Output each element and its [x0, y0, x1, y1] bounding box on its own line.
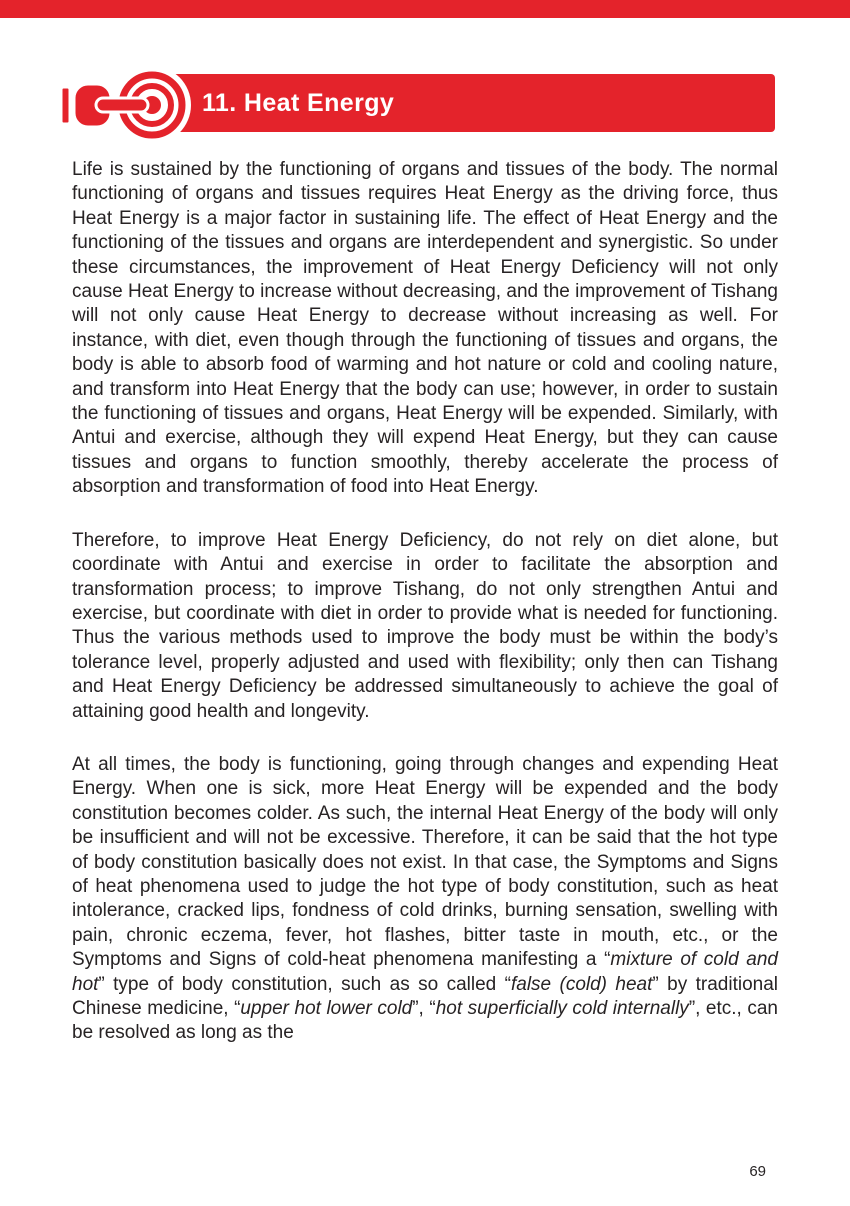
paragraph-3: At all times, the body is functioning, going through changes and expending Heat Energy. When one is sick, more Heat Energy will be expended and the body constitution becomes colder. As such, the internal Heat Energy of the body will only be insufficient and will not be excessive. Therefore, it can be said that the hot type of body constitution basically does not exist. In that case, the Symptoms and Signs of heat phenomena used to judge the hot type of body constitution, such as heat intolerance, cracked lips, fondness of cold drinks, burning sensation, swelling with pain, chronic eczema, fever, hot flashes, bitter taste in mouth, etc., or the Symptoms and Signs of cold-heat phenomena manifesting a “mixture of cold and hot” type of body constitution, such as so called “false (cold) heat” by traditional Chinese medicine, “upper hot lower cold”, “hot superficially cold internally”, etc., can be resolved as long as the — [72, 753, 778, 1044]
paragraph-1: Life is sustained by the functioning of organs and tissues of the body. The normal functioning of organs and tissues requires Heat Energy as the driving force, thus Heat Energy is a major factor in sustaining life. The effect of Heat Energy and the functioning of the tissues and organs are interdependent and synergistic. So under these circumstances, the improvement of Heat Energy Deficiency will not only cause Heat Energy to increase without decreasing, and the improvement of Tishang will not only cause Heat Energy to decrease without increasing as well. For instance, with diet, even though through the functioning of tissues and organs, the body is able to absorb food of warming and hot nature or cold and cooling nature, and transform into Heat Energy that the body can use; however, in order to sustain the functioning of tissues and organs, Heat Energy will be expended. Similarly, with Antui and exercise, although they will expend Heat Energy, but they can cause tissues and organs to function smoothly, thereby accelerate the process of absorption and transformation of food into Heat Energy. — [72, 159, 778, 498]
pointing-hand-target-icon — [60, 62, 194, 148]
chapter-title: 11. Heat Energy — [202, 88, 395, 117]
paragraph-2: Therefore, to improve Heat Energy Deficiency, do not rely on diet alone, but coordinate with Antui and exercise in order to facilitate the absorption and transformation process; to improve Tishang, do not only strengthen Antui and exercise, but coordinate with diet in order to provide what is needed for functioning. Thus the various methods used to improve the body must be within the body’s tolerance level, properly adjusted and used with flexibility; only then can Tishang and Heat Energy Deficiency be addressed simultaneously to achieve the goal of attaining good health and longevity. — [72, 529, 778, 722]
chapter-banner — [158, 74, 775, 132]
page-number: 69 — [749, 1163, 766, 1180]
page-top-accent-strip — [0, 0, 850, 18]
body-text — [72, 158, 778, 1075]
